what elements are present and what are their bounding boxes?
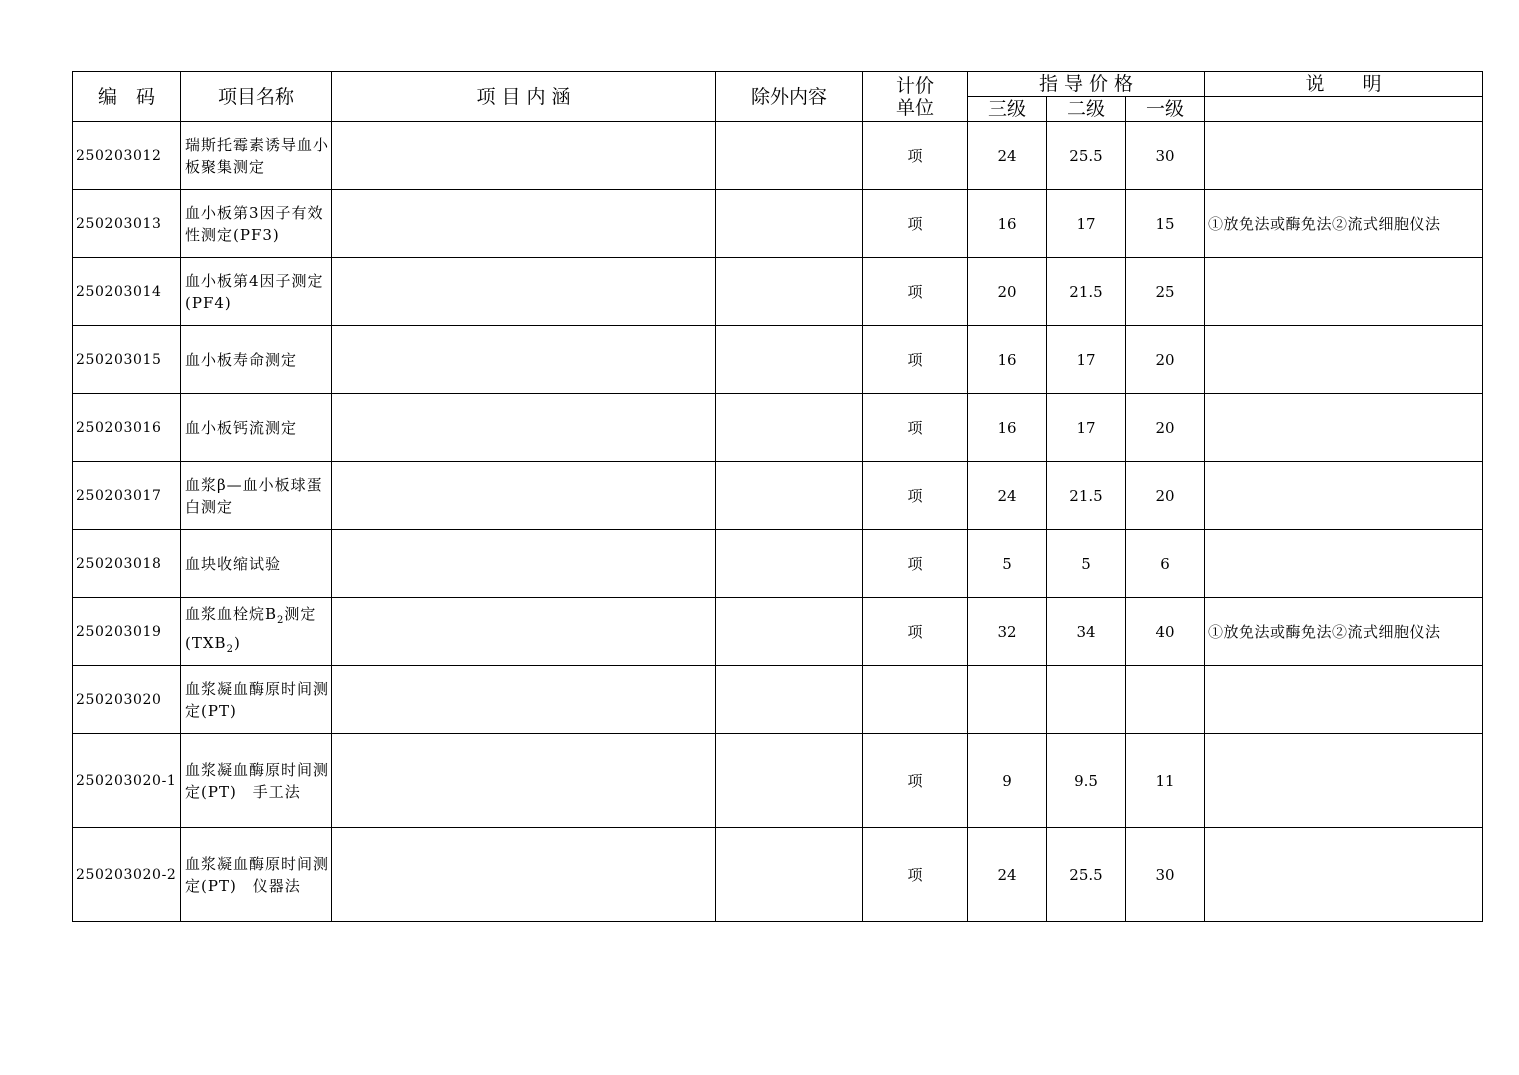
header-content: 项 目 内 涵 — [332, 72, 716, 122]
row-unit — [863, 666, 968, 734]
row-price-level1: 30 — [1126, 122, 1205, 190]
row-exclusion — [716, 122, 863, 190]
row-content — [332, 190, 716, 258]
row-name: 血小板钙流测定 — [181, 394, 332, 462]
row-price-level1: 11 — [1126, 734, 1205, 828]
row-unit: 项 — [863, 462, 968, 530]
price-table — [72, 71, 1483, 922]
table-row — [73, 462, 1483, 530]
row-unit: 项 — [863, 190, 968, 258]
header-unit-line2: 单位 — [895, 96, 934, 119]
row-code: 250203018 — [73, 530, 181, 598]
row-content — [332, 530, 716, 598]
table-row — [73, 530, 1483, 598]
header-name: 项目名称 — [181, 72, 332, 122]
row-note — [1205, 828, 1483, 922]
table-row — [73, 828, 1483, 922]
header-note: 说 明 — [1205, 72, 1483, 97]
table-row — [73, 734, 1483, 828]
row-price-level2: 5 — [1047, 530, 1126, 598]
row-exclusion — [716, 326, 863, 394]
row-name-subscript: 2 — [277, 614, 285, 626]
row-price-level1: 6 — [1126, 530, 1205, 598]
row-exclusion — [716, 734, 863, 828]
row-name-part: 血浆血栓烷B — [185, 604, 278, 623]
row-name-part: 测定(TXB — [185, 604, 317, 652]
row-price-level3: 16 — [968, 326, 1047, 394]
row-content — [332, 258, 716, 326]
row-note: ①放免法或酶免法②流式细胞仪法 — [1205, 190, 1483, 258]
row-price-level2 — [1047, 666, 1126, 734]
header-row-1 — [73, 72, 1483, 97]
row-exclusion — [716, 828, 863, 922]
table-row — [73, 326, 1483, 394]
row-price-level3: 24 — [968, 122, 1047, 190]
row-note — [1205, 122, 1483, 190]
row-exclusion — [716, 190, 863, 258]
row-price-level1: 20 — [1126, 394, 1205, 462]
row-price-level2: 34 — [1047, 598, 1126, 666]
row-content — [332, 122, 716, 190]
row-code: 250203020 — [73, 666, 181, 734]
row-price-level2: 21.5 — [1047, 258, 1126, 326]
row-price-level2: 17 — [1047, 394, 1126, 462]
row-price-level3 — [968, 666, 1047, 734]
header-unit-line1: 计价 — [895, 74, 934, 97]
header-exclusion: 除外内容 — [716, 72, 863, 122]
row-name: 血小板第3因子有效性测定(PF3) — [181, 190, 332, 258]
row-price-level2: 9.5 — [1047, 734, 1126, 828]
row-unit: 项 — [863, 122, 968, 190]
row-price-level2: 17 — [1047, 326, 1126, 394]
row-code: 250203020-1 — [73, 734, 181, 828]
row-price-level3: 9 — [968, 734, 1047, 828]
row-unit: 项 — [863, 394, 968, 462]
table-row — [73, 122, 1483, 190]
table-row — [73, 598, 1483, 666]
row-note — [1205, 530, 1483, 598]
row-price-level3: 32 — [968, 598, 1047, 666]
row-unit: 项 — [863, 530, 968, 598]
row-content — [332, 734, 716, 828]
row-price-level3: 5 — [968, 530, 1047, 598]
row-name: 血小板第4因子测定(PF4) — [181, 258, 332, 326]
table-row — [73, 258, 1483, 326]
row-note: ①放免法或酶免法②流式细胞仪法 — [1205, 598, 1483, 666]
header-code: 编 码 — [73, 72, 181, 122]
header-level1: 一级 — [1126, 97, 1205, 122]
row-price-level3: 24 — [968, 462, 1047, 530]
row-price-level3: 24 — [968, 828, 1047, 922]
row-price-level2: 25.5 — [1047, 122, 1126, 190]
row-unit: 项 — [863, 734, 968, 828]
header-note-blank — [1205, 97, 1483, 122]
row-content — [332, 394, 716, 462]
row-name: 血浆凝血酶原时间测定(PT) — [181, 666, 332, 734]
row-name: 血小板寿命测定 — [181, 326, 332, 394]
row-unit: 项 — [863, 598, 968, 666]
row-exclusion — [716, 598, 863, 666]
row-price-level1: 25 — [1126, 258, 1205, 326]
row-price-level1: 20 — [1126, 462, 1205, 530]
row-content — [332, 326, 716, 394]
row-price-level3: 20 — [968, 258, 1047, 326]
row-unit: 项 — [863, 326, 968, 394]
row-exclusion — [716, 394, 863, 462]
table-row — [73, 190, 1483, 258]
row-price-level3: 16 — [968, 190, 1047, 258]
row-exclusion — [716, 530, 863, 598]
row-code: 250203013 — [73, 190, 181, 258]
row-exclusion — [716, 258, 863, 326]
row-content — [332, 828, 716, 922]
header-unit — [863, 72, 968, 122]
row-price-level2: 21.5 — [1047, 462, 1126, 530]
row-code: 250203019 — [73, 598, 181, 666]
row-note — [1205, 326, 1483, 394]
row-name: 血浆β—血小板球蛋白测定 — [181, 462, 332, 530]
row-price-level1: 20 — [1126, 326, 1205, 394]
row-exclusion — [716, 666, 863, 734]
row-note — [1205, 258, 1483, 326]
row-content — [332, 666, 716, 734]
row-unit: 项 — [863, 258, 968, 326]
row-code: 250203012 — [73, 122, 181, 190]
row-name-subscript: 2 — [226, 643, 234, 655]
row-price-level1: 40 — [1126, 598, 1205, 666]
row-code: 250203015 — [73, 326, 181, 394]
row-note — [1205, 462, 1483, 530]
table-row — [73, 394, 1483, 462]
header-guide-price: 指 导 价 格 — [968, 72, 1205, 97]
row-price-level2: 17 — [1047, 190, 1126, 258]
row-name: 瑞斯托霉素诱导血小板聚集测定 — [181, 122, 332, 190]
row-price-level3: 16 — [968, 394, 1047, 462]
row-note — [1205, 394, 1483, 462]
row-name: 血浆凝血酶原时间测定(PT) 仪器法 — [181, 828, 332, 922]
row-note — [1205, 734, 1483, 828]
header-level2: 二级 — [1047, 97, 1126, 122]
row-name: 血浆凝血酶原时间测定(PT) 手工法 — [181, 734, 332, 828]
row-price-level1: 15 — [1126, 190, 1205, 258]
row-content — [332, 598, 716, 666]
row-name-part: ) — [233, 633, 241, 652]
row-code: 250203017 — [73, 462, 181, 530]
row-note — [1205, 666, 1483, 734]
table-row — [73, 666, 1483, 734]
row-code: 250203014 — [73, 258, 181, 326]
row-price-level1: 30 — [1126, 828, 1205, 922]
row-exclusion — [716, 462, 863, 530]
row-price-level2: 25.5 — [1047, 828, 1126, 922]
row-unit: 项 — [863, 828, 968, 922]
header-level3: 三级 — [968, 97, 1047, 122]
row-code: 250203016 — [73, 394, 181, 462]
row-code: 250203020-2 — [73, 828, 181, 922]
row-content — [332, 462, 716, 530]
row-price-level1 — [1126, 666, 1205, 734]
row-name — [181, 598, 332, 666]
row-name: 血块收缩试验 — [181, 530, 332, 598]
